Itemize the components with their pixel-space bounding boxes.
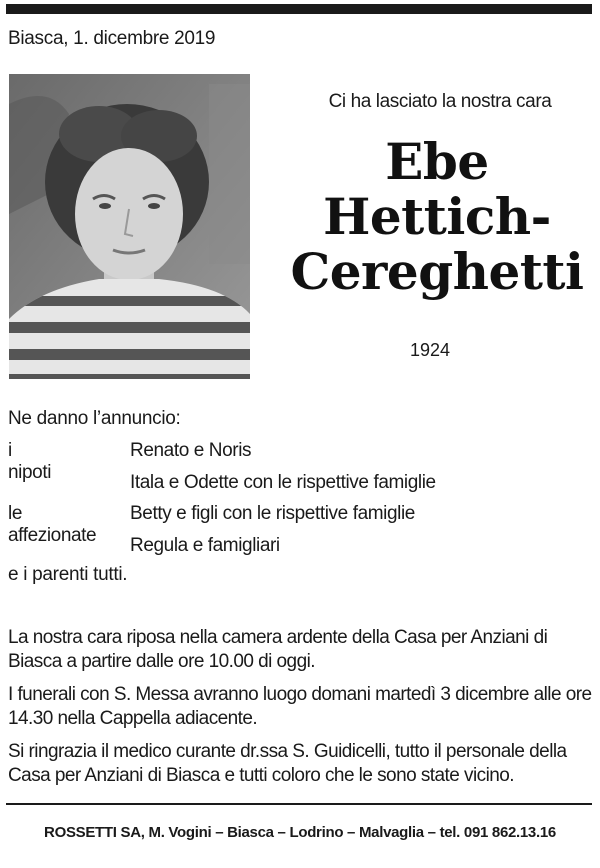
closing-line: e i parenti tutti.: [8, 564, 128, 585]
name-line: Cereghetti: [290, 242, 584, 301]
mourner-names: Itala e Odette con le rispettive famiglie: [130, 471, 436, 493]
bottom-rule: [6, 803, 592, 805]
notice-body: [8, 626, 593, 797]
portrait-illustration: [9, 74, 250, 379]
paragraph-funeral: I funerali con S. Messa avranno luogo domani martedì 3 dicembre alle ore 14.30 nella Cappella adiacente.: [8, 684, 592, 729]
mourner-relation: i nipoti: [8, 440, 52, 483]
paragraph-viewing: La nostra cara riposa nella camera ardente della Casa per Anziani di Biasca a partire dalle ore 10.00 di oggi.: [8, 627, 548, 672]
paragraph-thanks: Si ringrazia il medico curante dr.ssa S. Guidicelli, tutto il personale della Casa per Anziani di Biasca e tutti coloro che le sono state vicino.: [8, 741, 567, 786]
mourner-relation: le affezionate: [8, 503, 97, 546]
top-rule: [6, 4, 592, 14]
birth-year: 1924: [409, 340, 451, 360]
name-line: Ebe: [385, 132, 489, 191]
deceased-name: [282, 134, 592, 299]
announcement-heading: Ne danno l’annuncio:: [8, 408, 181, 429]
mourner-names: Betty e figli con le rispettive famiglie: [130, 503, 415, 524]
name-line: Hettich-: [323, 187, 551, 246]
mourner-names: Renato e Noris: [130, 440, 252, 461]
dateline: Biasca, 1. dicembre 2019: [8, 28, 216, 49]
mourner-names: Regula e famigliari: [130, 534, 280, 556]
funeral-home-footer: ROSSETTI SA, M. Vogini – Biasca – Lodrino – Malvaglia – tel. 091 862.13.16: [44, 824, 556, 841]
portrait-photo: [9, 74, 250, 379]
intro-line: Ci ha lasciato la nostra cara: [328, 91, 552, 112]
